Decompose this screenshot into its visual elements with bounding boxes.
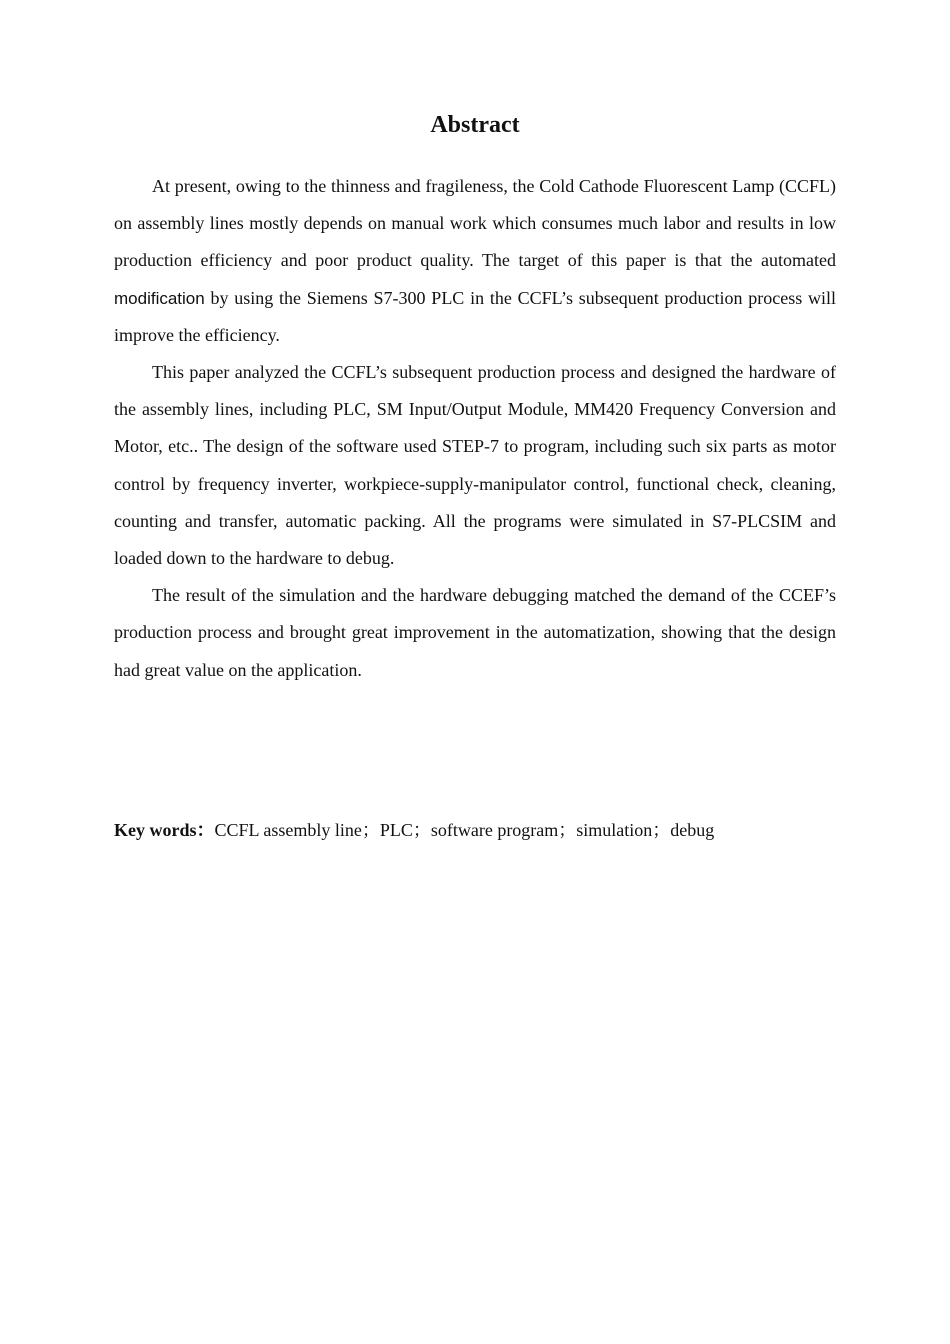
- abstract-paragraph-3: The result of the simulation and the hardware debugging matched the demand of the CCEF’s production process and brought great improvement in the automatization, showing that the design had great value on the application.: [114, 585, 836, 680]
- abstract-paragraph-1: [114, 168, 836, 354]
- abstract-title: Abstract: [430, 112, 520, 138]
- paragraph-1-text-start: At present, owing to the thinness and fragileness, the Cold Cathode Fluorescent Lamp (CCFL) on assembly lines mostly depends on manual work which consumes much labor and results in low production efficiency and poor product quality. The target of this paper is that the automated: [114, 176, 836, 271]
- keywords-value: CCFL assembly line；PLC；software program；simulation；debug: [214, 820, 715, 840]
- abstract-paragraph-2: This paper analyzed the CCFL’s subsequent production process and designed the hardware of the assembly lines, including PLC, SM Input/Output Module, MM420 Frequency Conversion and Motor, etc.. The design of the software used STEP-7 to program, including such six parts as motor control by frequency inverter, workpiece-supply-manipulator control, functional check, cleaning, counting and transfer, automatic packing. All the programs were simulated in S7-PLCSIM and loaded down to the hardware to debug.: [114, 362, 836, 569]
- keywords-line: [114, 815, 836, 845]
- keywords-label: Key words：: [114, 820, 215, 840]
- paragraph-1-text-end: by using the Siemens S7-300 PLC in the CCFL’s subsequent production process will improve the efficiency.: [114, 287, 836, 345]
- paragraph-1-special-word: modification: [114, 288, 205, 308]
- abstract-body: [114, 168, 836, 689]
